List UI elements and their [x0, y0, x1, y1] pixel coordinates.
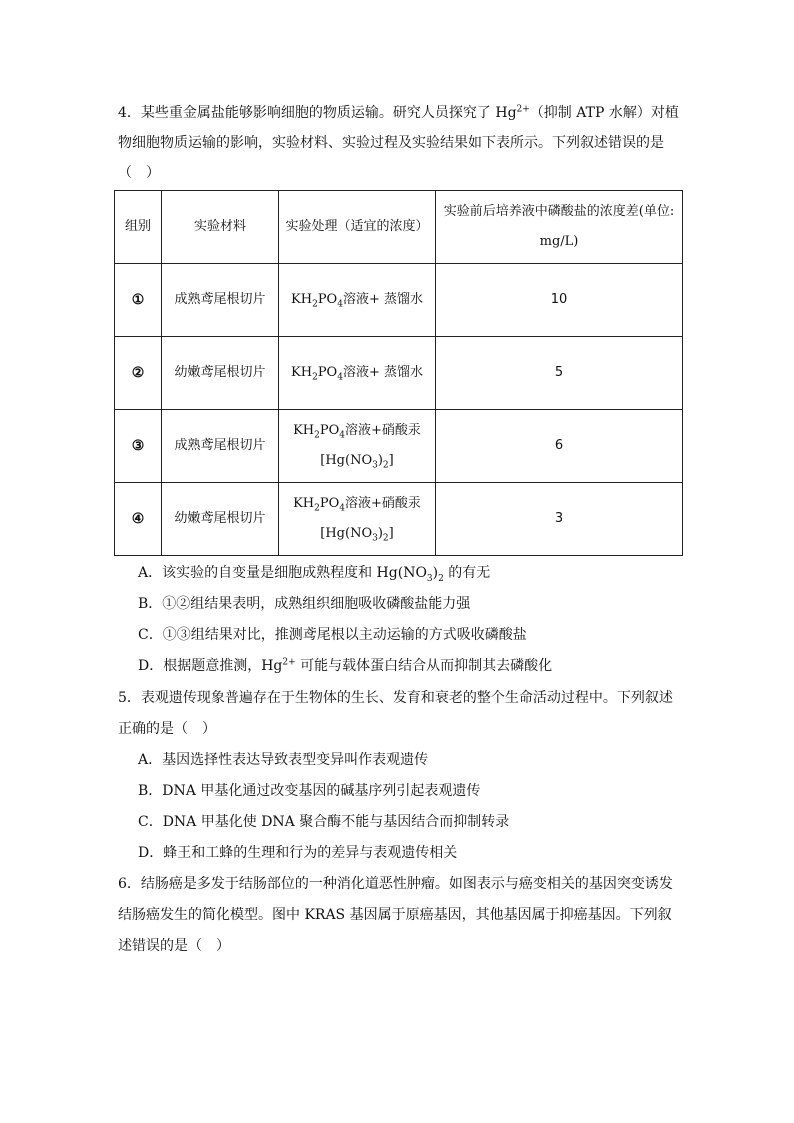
- row-id: ③: [115, 410, 162, 483]
- q4-line-3: （ ）: [118, 165, 160, 181]
- q5-option-b: B．DNA 甲基化通过改变基因的碱基序列引起表观遗传: [138, 783, 481, 799]
- row-treatment: $KH_2PO_4$溶液+ 蒸馏水: [279, 264, 436, 337]
- table-row: [115, 337, 683, 410]
- row-material: 幼嫩鸢尾根切片: [162, 337, 279, 410]
- row-value: 5: [436, 337, 683, 410]
- row-id: ②: [115, 337, 162, 410]
- q4-line-1: 4．某些重金属盐能够影响细胞的物质运输。研究人员探究了 $Hg^{2+}$（抑制 ATP 水解）对植: [118, 104, 679, 121]
- q4-option-b: B．①②组结果表明，成熟组织细胞吸收磷酸盐能力强: [138, 596, 471, 612]
- table-row: [115, 483, 683, 556]
- row-id: ①: [115, 264, 162, 337]
- row-treatment: $KH_2PO_4$溶液+ 蒸馏水: [279, 337, 436, 410]
- row-material: 成熟鸢尾根切片: [162, 410, 279, 483]
- row-value: 10: [436, 264, 683, 337]
- header-group: 组别: [115, 191, 162, 264]
- row-treatment: $KH_2PO_4$溶液+硝酸汞 $[Hg(NO_3)_2]$: [279, 410, 436, 483]
- experiment-table: [114, 190, 683, 556]
- header-material: 实验材料: [162, 191, 279, 264]
- row-material: 幼嫩鸢尾根切片: [162, 483, 279, 556]
- q4-line-2: 物细胞物质运输的影响，实验材料、实验过程及实验结果如下表所示。下列叙述错误的是: [118, 135, 664, 151]
- q5-line-1: 5．表观遗传现象普遍存在于生物体的生长、发育和衰老的整个生命活动过程中。下列叙述: [118, 690, 673, 706]
- q5-line-2: 正确的是（ ）: [118, 721, 216, 737]
- row-value: 3: [436, 483, 683, 556]
- row-value: 6: [436, 410, 683, 483]
- q5-option-d: D．蜂王和工蜂的生理和行为的差异与表观遗传相关: [138, 845, 458, 861]
- q5-option-c: C．DNA 甲基化使 DNA 聚合酶不能与基因结合而抑制转录: [138, 814, 510, 830]
- q6-line-3: 述错误的是（ ）: [118, 938, 230, 954]
- q6-line-1: 6．结肠癌是多发于结肠部位的一种消化道恶性肿瘤。如图表示与癌变相关的基因突变诱发: [118, 876, 673, 892]
- row-material: 成熟鸢尾根切片: [162, 264, 279, 337]
- q4-option-d: D．根据题意推测，$Hg^{2+}$ 可能与载体蛋白结合从而抑制其去磷酸化: [138, 657, 553, 674]
- q4-option-c: C．①③组结果对比，推测鸢尾根以主动运输的方式吸收磷酸盐: [138, 627, 527, 643]
- table-row: [115, 410, 683, 483]
- header-treatment: 实验处理（适宜的浓度）: [279, 191, 436, 264]
- table-row: [115, 264, 683, 337]
- row-id: ④: [115, 483, 162, 556]
- q5-option-a: A．基因选择性表达导致表型变异叫作表观遗传: [138, 752, 429, 768]
- table-header-row: [115, 191, 683, 264]
- q4-option-a: A．该实验的自变量是细胞成熟程度和 $Hg(NO_3)_2$ 的有无: [138, 565, 491, 584]
- row-treatment: $KH_2PO_4$溶液+硝酸汞 $[Hg(NO_3)_2]$: [279, 483, 436, 556]
- header-result: 实验前后培养液中磷酸盐的浓度差(单位: mg/L): [436, 191, 683, 264]
- q6-line-2: 结肠癌发生的简化模型。图中 KRAS 基因属于原癌基因，其他基因属于抑癌基因。下列叙: [118, 907, 672, 923]
